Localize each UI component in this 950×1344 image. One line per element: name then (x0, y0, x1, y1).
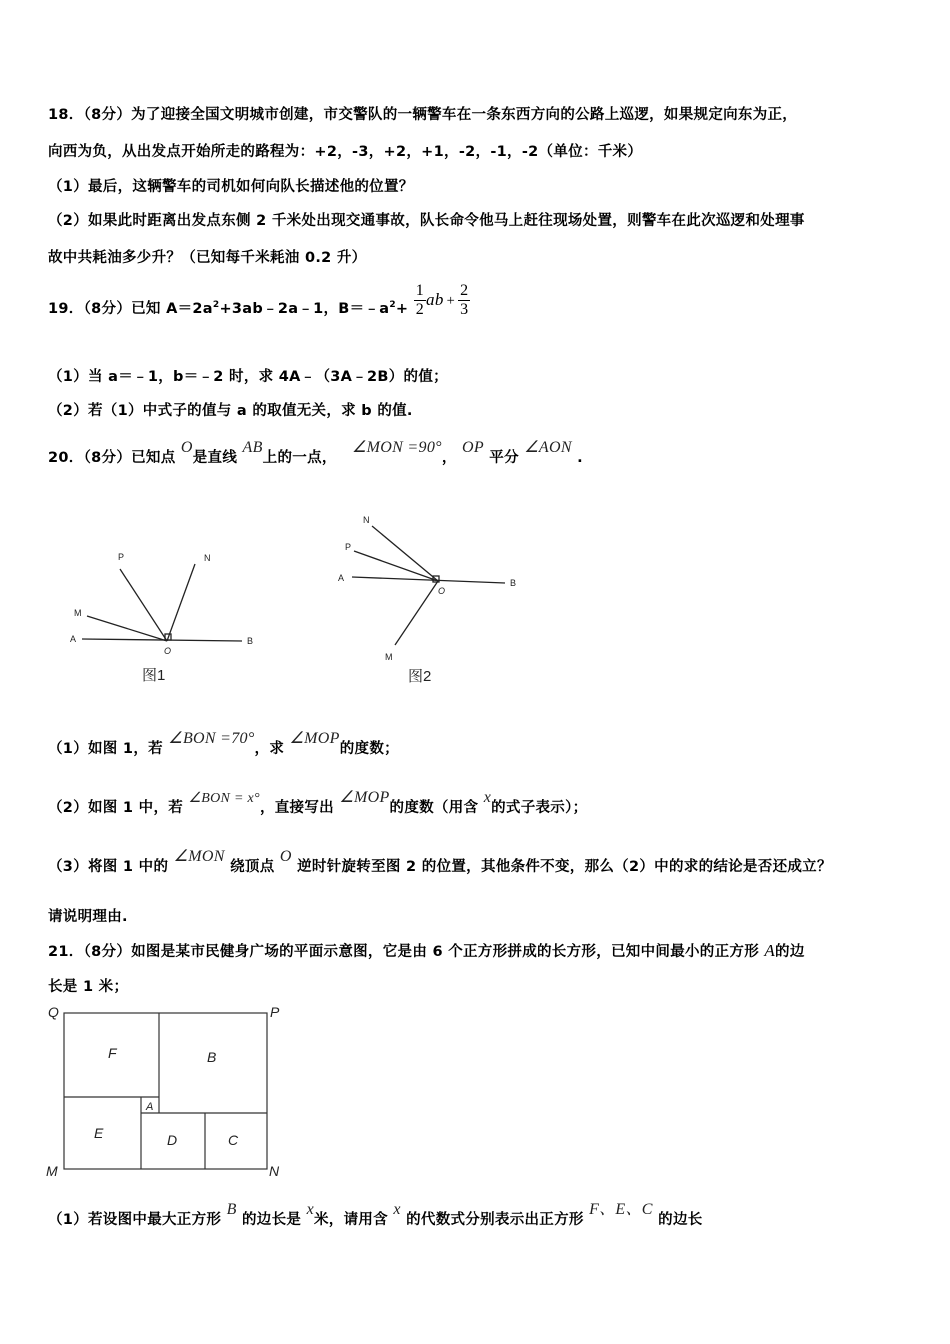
q21-p1-b: 的边长是 (242, 1212, 302, 1228)
q20-part1 (48, 730, 399, 758)
q19-ab: ab (426, 289, 444, 309)
fig2-label-a: A (338, 573, 345, 583)
fig21-label-b: B (207, 1049, 217, 1065)
q20-p3-b: 绕顶点 (230, 859, 275, 875)
q19-part1: （1）当 a＝﹣1，b＝﹣2 时，求 4A﹣（3A﹣2B）的值； (48, 369, 448, 385)
q19-stem-c: + (395, 300, 409, 317)
q20-p1-b: ，求 (254, 741, 285, 757)
q20-period: . (577, 450, 583, 466)
fig2-label-m: M (385, 652, 393, 662)
q20-p3-a: （3）将图 1 中的 (48, 859, 169, 875)
q21-p1-fec: F、E、C (589, 1201, 653, 1218)
q20-p3-o: O (279, 848, 292, 865)
q20-p2-c: 的度数（用含 (389, 800, 479, 816)
q20-p3-c: 逆时针旋转至图 2 的位置，其他条件不变，那么（2）中的求的结论是否还成立？ (297, 859, 832, 875)
q19-part2: （2）若（1）中式子的值与 a 的取值无关，求 b 的值. (48, 403, 413, 419)
fig21-label-e: E (94, 1125, 104, 1141)
fig21-label-c: C (228, 1132, 239, 1148)
q20-p2-angle: ∠BON = x° (188, 791, 260, 806)
fig2-ray-on (372, 526, 438, 581)
fig21-label-q: Q (48, 1004, 59, 1020)
fig21-label-m: M (46, 1163, 58, 1179)
q21-p1-x: x (306, 1201, 314, 1218)
q20-stem (48, 439, 583, 467)
q19-plus: + (446, 292, 456, 309)
q20-angle-mon: ∠MON =90° (352, 439, 442, 456)
fig1-label-m: M (74, 608, 82, 618)
fig2-label-b: B (510, 578, 517, 588)
q20-p1-angle: ∠BON =70° (168, 730, 255, 747)
fig2-label-o: O (438, 586, 446, 596)
q21-p1-c: 米，请用含 (313, 1212, 388, 1228)
q18-line2: 向西为负，从出发点开始所走的路程为：+2，-3，+2，+1，-2，-1，-2（单位：千米） (48, 144, 643, 160)
q20-point-o: O (180, 439, 193, 456)
q20-comma: ， (441, 450, 457, 466)
q20-line-ab: AB (242, 439, 263, 456)
q20-part3-tail: 请说明理由. (48, 909, 128, 925)
fig21-label-a: A (146, 1101, 154, 1113)
fig1-ray-on (167, 564, 195, 641)
q20-p2-a: （2）如图 1 中，若 (48, 800, 184, 816)
fig2-caption: 图2 (408, 668, 432, 685)
q21-figure (40, 1000, 300, 1185)
q20-p2-mop: ∠MOP (339, 789, 390, 806)
q18-part2a: （2）如果此时距离出发点东侧 2 千米处出现交通事故，队长命令他马上赶往现场处置，则警车在此次巡逻和处理事 (48, 213, 805, 229)
q21-stem-b: 的边 (775, 944, 805, 960)
q21-stem (48, 940, 805, 961)
fig1-ray-om (87, 616, 167, 641)
q20-stem-d: 平分 (489, 450, 519, 466)
q20-stem-b: 是直线 (192, 450, 238, 466)
q19-frac1-den: 2 (415, 301, 425, 319)
q19-stem (48, 282, 470, 328)
q19-frac2-den: 3 (460, 301, 469, 319)
q20-angle-aon: ∠AON (524, 439, 572, 456)
q20-p2-d: 的式子表示）； (491, 800, 588, 816)
q20-figure-2 (330, 505, 550, 690)
fig21-label-p: P (270, 1004, 280, 1020)
q20-p1-c: 的度数； (339, 741, 399, 757)
q21-p1-d: 的代数式分别表示出正方形 (406, 1212, 584, 1228)
q20-part2 (48, 789, 588, 817)
q18-part1: （1）最后，这辆警车的司机如何向队长描述他的位置？ (48, 179, 414, 195)
fig1-label-a: A (70, 634, 77, 644)
q21-square-a: A (764, 941, 776, 960)
q21-p1-x2: x (393, 1201, 401, 1218)
q20-p1-mop: ∠MOP (289, 730, 340, 747)
q20-part3 (48, 848, 832, 876)
q20-figure-1 (60, 540, 290, 690)
q18-part2b: 故中共耗油多少升？（已知每千米耗油 0.2 升） (48, 250, 367, 266)
fig1-caption: 图1 (142, 667, 166, 684)
q19-frac1 (414, 282, 426, 319)
fig2-label-n: N (363, 515, 370, 525)
fig21-label-n: N (269, 1163, 280, 1179)
q21-p1-b-square: B (226, 1201, 237, 1218)
fig21-label-f: F (108, 1045, 117, 1061)
q20-stem-a: 20．（8分）已知点 (48, 450, 176, 466)
q19-frac1-num: 1 (415, 282, 425, 300)
fig1-label-n: N (204, 553, 211, 563)
q20-p2-x: x (483, 789, 492, 806)
q20-p3-mon: ∠MON (173, 848, 225, 865)
q21-part1 (48, 1201, 703, 1229)
q19-sup-b: 2 (389, 300, 396, 310)
fig1-label-b: B (247, 636, 254, 646)
q19-stem-a: 19．（8分）已知 A＝2a (48, 300, 213, 317)
q19-frac2-num: 2 (460, 282, 469, 300)
fig1-label-p: P (118, 552, 125, 562)
q19-frac2 (458, 282, 470, 319)
q19-stem-b: +3ab﹣2a﹣1，B＝﹣a (219, 300, 390, 317)
fig2-ray-om (395, 581, 438, 645)
fig1-label-o: O (164, 646, 172, 656)
q20-p2-b: ，直接写出 (259, 800, 334, 816)
fig1-ray-op (120, 569, 167, 641)
q21-stem-a: 21．（8分）如图是某市民健身广场的平面示意图，它是由 6 个正方形拼成的长方形，已知中间最小的正方形 (48, 944, 759, 960)
q21-p1-e: 的边长 (658, 1212, 703, 1228)
q21-stem-c: 长是 1 米； (48, 979, 129, 995)
q18-line1: 18．（8分）为了迎接全国文明城市创建，市交警队的一辆警车在一条东西方向的公路上巡逻，如果规定向东为正， (48, 107, 798, 123)
fig2-ray-op (354, 551, 438, 581)
q20-p1-a: （1）如图 1，若 (48, 741, 163, 757)
q20-stem-c: 上的一点， (262, 450, 337, 466)
fig21-label-d: D (167, 1132, 178, 1148)
q20-op: OP (462, 439, 484, 456)
fig2-label-p: P (345, 542, 352, 552)
q19-sup-a: 2 (212, 300, 220, 310)
q21-p1-a: （1）若设图中最大正方形 (48, 1212, 222, 1228)
